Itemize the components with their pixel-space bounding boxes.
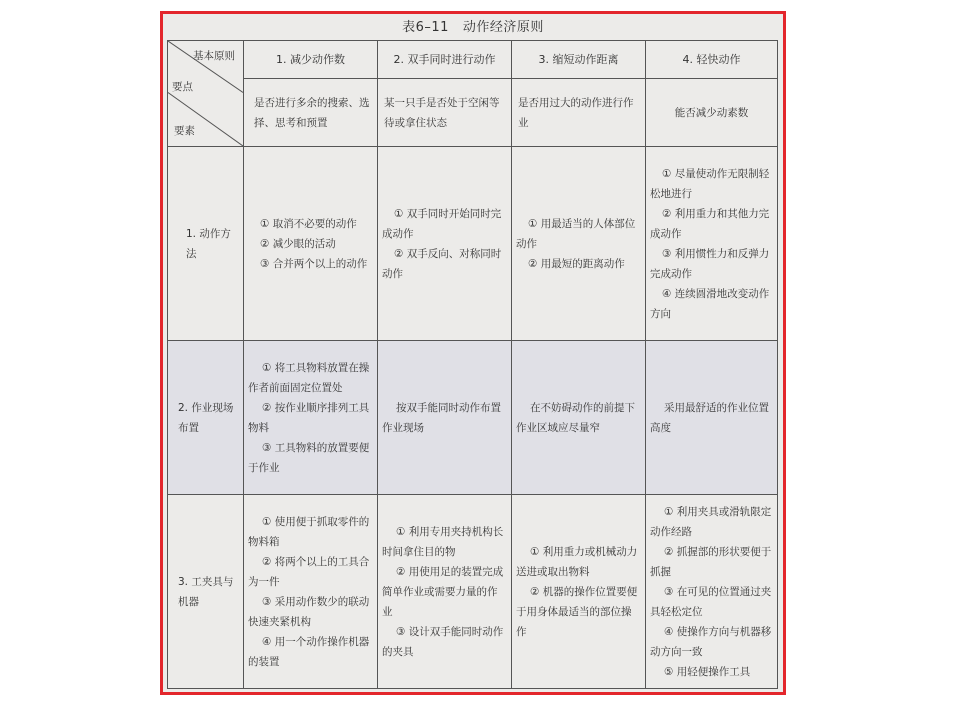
cell-item: ③ 采用动作数少的联动快速夹紧机构 — [248, 595, 370, 628]
cell-item: ① 取消不必要的动作 — [260, 217, 357, 230]
cell-item: ③ 在可见的位置通过夹具轻松定位 — [650, 585, 772, 618]
table-title: 动作经济原则 — [462, 20, 544, 35]
principle-point: 是否进行多余的搜索、选择、思考和预置 — [244, 79, 378, 147]
cell-r2-c1 — [244, 341, 378, 495]
cell-r1-c1 — [244, 147, 378, 341]
corner-label-point: 要点 — [172, 81, 193, 93]
cell-item: ④ 使操作方向与机器移动方向一致 — [650, 625, 772, 658]
cell-r1-c4 — [646, 147, 778, 341]
element-label: 1. 动作方法 — [168, 147, 244, 341]
cell-item: ④ 连续圆滑地改变动作方向 — [650, 287, 770, 320]
cell-item: ② 减少眼的活动 — [260, 237, 336, 250]
cell-item: ③ 设计双手能同时动作的夹具 — [382, 625, 504, 658]
principle-title: 2. 双手同时进行动作 — [378, 41, 512, 79]
principle-point: 是否用过大的动作进行作业 — [512, 79, 646, 147]
corner-header — [168, 41, 244, 147]
cell-item: 按双手能同时动作布置作业现场 — [382, 401, 501, 434]
corner-label-principle: 基本原则 — [193, 50, 235, 62]
table-image-frame — [160, 11, 786, 695]
table-caption — [163, 16, 783, 35]
principle-title: 1. 减少动作数 — [244, 41, 378, 79]
corner-label-element: 要素 — [174, 125, 195, 137]
principle-title: 3. 缩短动作距离 — [512, 41, 646, 79]
cell-item: ① 将工具物料放置在操作者前面固定位置处 — [248, 361, 370, 394]
cell-item: ⑤ 用轻便操作工具 — [664, 665, 751, 678]
cell-item: ② 将两个以上的工具合为一件 — [248, 555, 370, 588]
cell-item: ① 使用便于抓取零件的物料箱 — [248, 515, 370, 548]
cell-r2-c2 — [378, 341, 512, 495]
action-economy-table — [167, 40, 778, 689]
cell-item: ② 用最短的距离动作 — [528, 257, 625, 270]
cell-r3-c2 — [378, 495, 512, 689]
cell-r1-c2 — [378, 147, 512, 341]
cell-item: ③ 工具物料的放置要便于作业 — [248, 441, 370, 474]
table-number: 表6–11 — [402, 20, 449, 35]
cell-item: ② 双手反向、对称同时动作 — [382, 247, 502, 280]
cell-item: 采用最舒适的作业位置高度 — [650, 401, 769, 434]
cell-item: ① 尽量使动作无限制轻松地进行 — [650, 167, 770, 200]
cell-r1-c3 — [512, 147, 646, 341]
cell-item: ③ 利用惯性力和反弹力完成动作 — [650, 247, 770, 280]
principle-title: 4. 轻快动作 — [646, 41, 778, 79]
cell-item: ④ 用一个动作操作机器的装置 — [248, 635, 370, 668]
cell-r2-c3 — [512, 341, 646, 495]
principle-point: 能否减少动素数 — [646, 79, 778, 147]
cell-item: ① 双手同时开始同时完成动作 — [382, 207, 502, 240]
cell-item: ① 利用夹具或滑轨限定动作经路 — [650, 505, 772, 538]
cell-r3-c1 — [244, 495, 378, 689]
cell-r3-c3 — [512, 495, 646, 689]
cell-item: ① 用最适当的人体部位动作 — [516, 217, 636, 250]
cell-item: ① 利用专用夹持机构长时间拿住目的物 — [382, 525, 504, 558]
element-label: 3. 工夹具与机器 — [168, 495, 244, 689]
cell-item: ③ 合并两个以上的动作 — [260, 257, 368, 270]
cell-r2-c4 — [646, 341, 778, 495]
cell-item: ① 利用重力或机械动力送进或取出物料 — [516, 545, 638, 578]
cell-item: ② 按作业顺序排列工具物料 — [248, 401, 370, 434]
cell-item: ② 机器的操作位置要便于用身体最适当的部位操作 — [516, 585, 638, 638]
element-label: 2. 作业现场布置 — [168, 341, 244, 495]
cell-r3-c4 — [646, 495, 778, 689]
cell-item: 在不妨碍动作的前提下作业区域应尽量窄 — [516, 401, 635, 434]
cell-item: ② 利用重力和其他力完成动作 — [650, 207, 770, 240]
cell-item: ② 抓握部的形状要便于抓握 — [650, 545, 772, 578]
principle-point: 某一只手是否处于空闲等待或拿住状态 — [378, 79, 512, 147]
cell-item: ② 用使用足的装置完成简单作业或需要力量的作业 — [382, 565, 504, 618]
